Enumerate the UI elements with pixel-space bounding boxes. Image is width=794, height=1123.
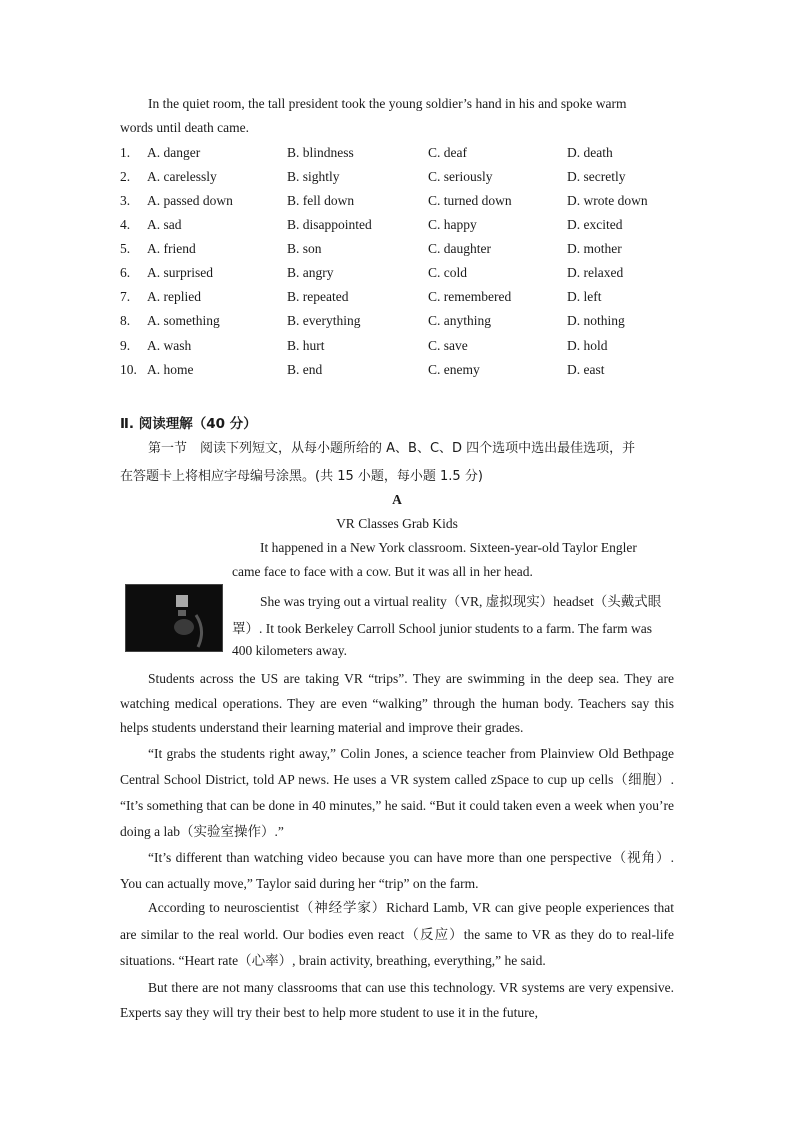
option-row — [120, 313, 680, 335]
question-number: 3. — [120, 193, 131, 208]
option-b: B. son — [287, 241, 322, 256]
option-row — [120, 289, 680, 311]
option-row — [120, 169, 680, 191]
option-c: C. happy — [428, 217, 477, 232]
option-a: A. wash — [147, 338, 192, 353]
section-instruction-line-2: 在答题卡上将相应字母编号涂黑。(共 15 小题，每小题 1.5 分) — [120, 469, 483, 484]
section-instruction-line-1: 第一节 阅读下列短文，从每小题所给的 A、B、C、D 四个选项中选出最佳选项，并 — [148, 441, 636, 456]
option-c: C. remembered — [428, 289, 512, 304]
question-number: 5. — [120, 241, 131, 256]
option-d: D. nothing — [567, 313, 625, 328]
option-c: C. deaf — [428, 145, 467, 160]
passage-p1-line-2: came face to face with a cow. But it was all in her head. — [232, 564, 533, 579]
passage-paragraph-5: “It’s different than watching video because you can have more than one perspective（视角）. You can actually move,” Taylor said during her “trip” on the farm. — [120, 850, 674, 891]
option-d: D. east — [567, 362, 605, 377]
option-d: D. excited — [567, 217, 623, 232]
passage-paragraph-6: According to neuroscientist（神经学家）Richard Lamb, VR can give people experiences that are similar to the real world. Our bodies even react（反应）the same to VR as they do to real-life situations. “Heart rate（心率）, brain activity, breathing, everything,” he said. — [120, 900, 674, 968]
passage-letter: A — [392, 492, 402, 507]
option-c: C. save — [428, 338, 468, 353]
passage-p1-line-1: It happened in a New York classroom. Sixteen-year-old Taylor Engler — [260, 540, 637, 555]
intro-line-2: words until death came. — [120, 120, 249, 135]
option-d: D. death — [567, 145, 613, 160]
option-a: A. something — [147, 313, 220, 328]
option-c: C. anything — [428, 313, 491, 328]
question-number: 4. — [120, 217, 131, 232]
option-a: A. danger — [147, 145, 201, 160]
option-b: B. angry — [287, 265, 334, 280]
passage-p2-line-3: 400 kilometers away. — [232, 643, 347, 658]
option-row — [120, 338, 680, 360]
passage-p2-line-2: 罩）. It took Berkeley Carroll School junior students to a farm. The farm was — [232, 621, 653, 636]
option-b: B. blindness — [287, 145, 354, 160]
option-d: D. mother — [567, 241, 622, 256]
passage-p2-line-1: She was trying out a virtual reality（VR, 虚拟现实）headset（头戴式眼 — [260, 594, 662, 609]
option-b: B. disappointed — [287, 217, 372, 232]
question-number: 2. — [120, 169, 131, 184]
option-c: C. cold — [428, 265, 467, 280]
section-heading: Ⅱ. 阅读理解（40 分） — [120, 416, 257, 432]
option-c: C. enemy — [428, 362, 480, 377]
option-b: B. everything — [287, 313, 361, 328]
option-d: D. left — [567, 289, 602, 304]
option-b: B. repeated — [287, 289, 349, 304]
option-d: D. secretly — [567, 169, 626, 184]
option-row — [120, 217, 680, 239]
intro-line-1: In the quiet room, the tall president took the young soldier’s hand in his and spoke warm — [148, 96, 627, 111]
question-number: 10. — [120, 362, 137, 377]
option-b: B. hurt — [287, 338, 325, 353]
option-a: A. passed down — [147, 193, 233, 208]
question-number: 7. — [120, 289, 131, 304]
option-row — [120, 241, 680, 263]
question-number: 6. — [120, 265, 131, 280]
option-c: C. daughter — [428, 241, 491, 256]
option-c: C. seriously — [428, 169, 493, 184]
passage-paragraph-4: “It grabs the students right away,” Colin Jones, a science teacher from Plainview Old Bethpage Central School District, told AP news. He uses a VR system called zSpace to cup up cells（细胞）. “It’s something that can be done in 40 minutes,” he said. “But it could taken even a week when you’re doing a lab（实验室操作）.” — [120, 746, 674, 839]
question-number: 9. — [120, 338, 131, 353]
option-row — [120, 193, 680, 215]
option-d: D. wrote down — [567, 193, 648, 208]
question-number: 1. — [120, 145, 131, 160]
option-a: A. home — [147, 362, 194, 377]
option-a: A. replied — [147, 289, 201, 304]
option-a: A. sad — [147, 217, 182, 232]
option-b: B. end — [287, 362, 323, 377]
question-number: 8. — [120, 313, 131, 328]
option-d: D. hold — [567, 338, 608, 353]
option-b: B. sightly — [287, 169, 340, 184]
option-d: D. relaxed — [567, 265, 624, 280]
option-b: B. fell down — [287, 193, 355, 208]
passage-paragraph-3: Students across the US are taking VR “trips”. They are swimming in the deep sea. They are watching medical operations. They are even “walking” through the human body. Teachers say this helps students understand their learning material and improve their grades. — [120, 671, 674, 735]
option-row — [120, 145, 680, 167]
option-row — [120, 362, 680, 384]
option-a: A. friend — [147, 241, 196, 256]
vr-headset-photo — [125, 584, 223, 652]
vr-headset-image-icon — [126, 585, 222, 651]
option-a: A. surprised — [147, 265, 213, 280]
passage-title: VR Classes Grab Kids — [336, 516, 458, 531]
option-c: C. turned down — [428, 193, 512, 208]
option-a: A. carelessly — [147, 169, 217, 184]
option-row — [120, 265, 680, 287]
passage-paragraph-7: But there are not many classrooms that can use this technology. VR systems are very expensive. Experts say they will try their best to help more student to use it in the future, — [120, 980, 674, 1020]
